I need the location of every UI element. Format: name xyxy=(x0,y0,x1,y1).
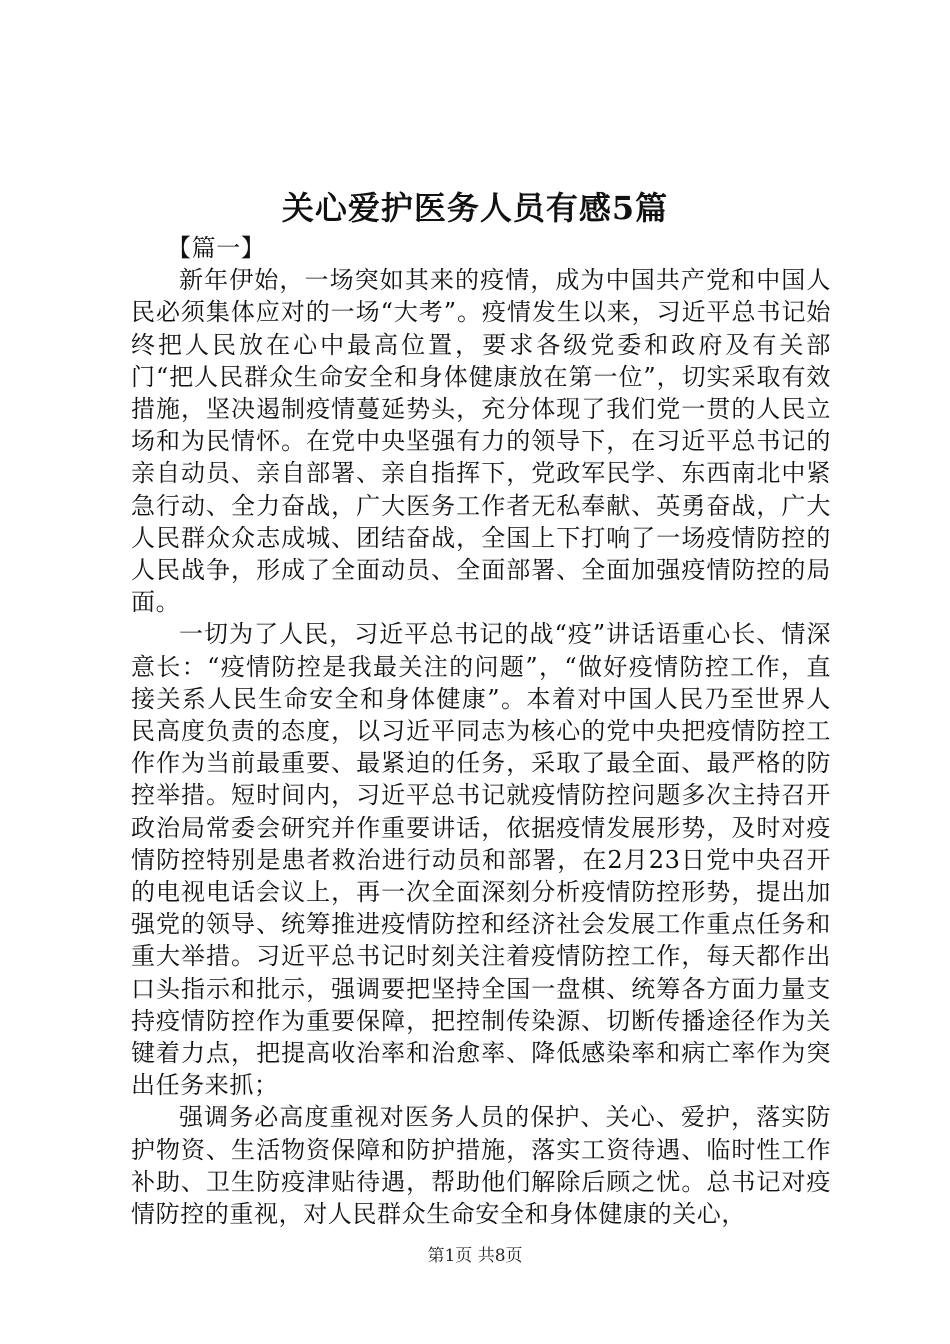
document-title: 关心爱护医务人员有感5篇 xyxy=(281,189,669,227)
document-body xyxy=(131,232,831,1230)
section-label: 【篇一】 xyxy=(167,234,266,262)
page-footer: 第1页 共8页 xyxy=(427,1246,523,1266)
paragraph-3: 强调务必高度重视对医务人员的保护、关心、爱护，落实防护物资、生活物资保障和防护措施，落实工资待遇、临时性工作补助、卫生防疫津贴待遇，帮助他们解除后顾之忧。总书记对疫情防控的重视，对人民群众生命安全和身体健康的关心， xyxy=(131,1103,831,1229)
paragraph-1: 新年伊始，一场突如其来的疫情，成为中国共产党和中国人民必须集体应对的一场“大考”。疫情发生以来，习近平总书记始终把人民放在心中最高位置，要求各级党委和政府及有关部门“把人民群众生命安全和身体健康放在第一位”，切实采取有效措施，坚决遏制疫情蔓延势头，充分体现了我们党一贯的人民立场和为民情怀。在党中央坚强有力的领导下，在习近平总书记的亲自动员、亲自部署、亲自指挥下，党政军民学、东西南北中紧急行动、全力奋战，广大医务工作者无私奉献、英勇奋战，广大人民群众众志成城、团结奋战，全国上下打响了一场疫情防控的人民战争，形成了全面动员、全面部署、全面加强疫情防控的局面。 xyxy=(131,266,831,617)
paragraph-2: 一切为了人民，习近平总书记的战“疫”讲话语重心长、情深意长：“疫情防控是我最关注的问题”，“做好疫情防控工作，直接关系人民生命安全和身体健康”。本着对中国人民乃至世界人民高度负责的态度，以习近平同志为核心的党中央把疫情防控工作作为当前最重要、最紧迫的任务，采取了最全面、最严格的防控举措。短时间内，习近平总书记就疫情防控问题多次主持召开政治局常委会研究并作重要讲话，依据疫情发展形势，及时对疫情防控特别是患者救治进行动员和部署，在2月23日党中央召开的电视电话会议上，再一次全面深刻分析疫情防控形势，提出加强党的领导、统筹推进疫情防控和经济社会发展工作重点任务和重大举措。习近平总书记时刻关注着疫情防控工作，每天都作出口头指示和批示，强调要把坚持全国一盘棋、统筹各方面力量支持疫情防控作为重要保障，把控制传染源、切断传播途径作为关键着力点，把提高收治率和治愈率、降低感染率和病亡率作为突出任务来抓； xyxy=(131,620,831,1100)
